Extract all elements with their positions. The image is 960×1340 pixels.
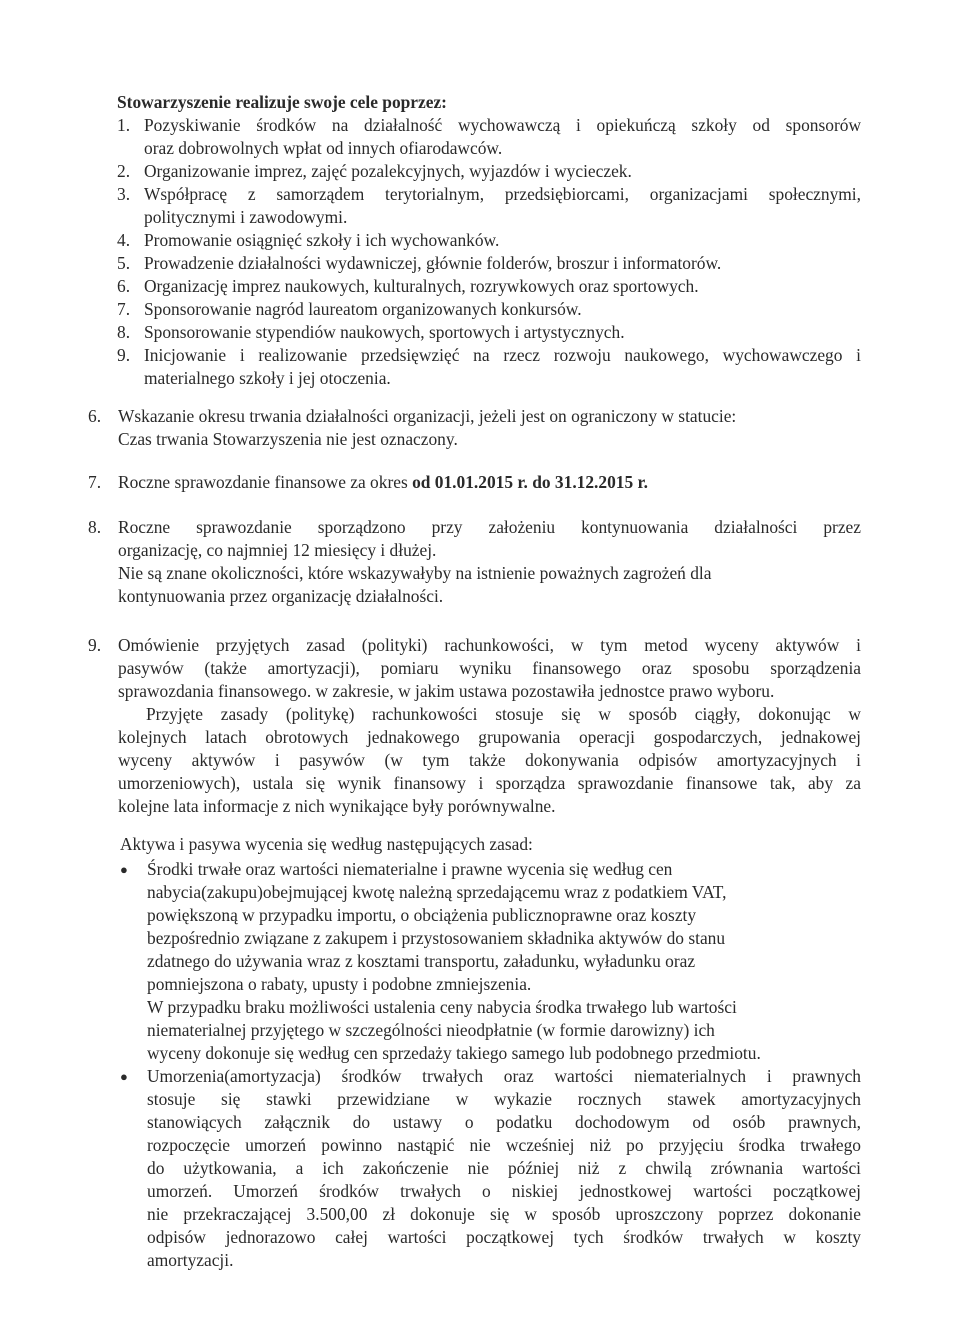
section-line: Przyjęte zasady (politykę) rachunkowości stosuje się w sposób ciągły, dokonując w bbox=[146, 704, 861, 724]
bullet-line: Umorzenia(amortyzacja) środków trwałych oraz wartości niematerialnych i prawnych bbox=[147, 1066, 861, 1086]
section-line: kolejnych latach obrotowych jednakowego grupowania operacji gospodarczych, jednakowej bbox=[118, 727, 861, 747]
bullet-line: odpisów jednorazowo całej wartości początkowej tych środków trwałych w koszty bbox=[147, 1227, 861, 1247]
section-line: organizację, co najmniej 12 miesięcy i dłużej. bbox=[118, 540, 437, 560]
goal-line: materialnego szkoły i jej otoczenia. bbox=[144, 368, 391, 388]
goal-line: Prowadzenie działalności wydawniczej, głównie folderów, broszur i informatorów. bbox=[144, 253, 722, 273]
bullet-line: powiększoną w przypadku importu, o obciążenia publicznoprawne oraz koszty bbox=[147, 905, 697, 925]
goal-item-2 bbox=[117, 160, 861, 183]
section-line: wyceny aktywów i pasywów (w tym także dokonywania odpisów amortyzacyjnych i bbox=[118, 750, 861, 770]
bullet-item-1 bbox=[120, 858, 861, 1065]
section-9 bbox=[88, 634, 861, 818]
goal-number: 3. bbox=[117, 184, 131, 204]
section-number: 9. bbox=[88, 635, 102, 655]
section-number: 8. bbox=[88, 517, 102, 537]
goal-number: 7. bbox=[117, 299, 131, 319]
section-6 bbox=[88, 405, 861, 451]
goal-line: Sponsorowanie stypendiów naukowych, sportowych i artystycznych. bbox=[144, 322, 625, 342]
goals-section bbox=[117, 91, 861, 390]
goal-line: Organizację imprez naukowych, kulturalnych, rozrywkowych oraz sportowych. bbox=[144, 276, 699, 296]
bullet-line: wyceny dokonuje się według cen sprzedaży takiego samego lub podobnego przedmiotu. bbox=[147, 1043, 761, 1063]
section-number: 7. bbox=[88, 472, 102, 492]
section-line: Nie są znane okoliczności, które wskazywałyby na istnienie poważnych zagrożeń dla bbox=[118, 563, 712, 583]
goal-line: Współpracę z samorządem terytorialnym, przedsiębiorcami, organizacjami społecznymi, bbox=[144, 184, 861, 204]
bullet-icon: ● bbox=[120, 1069, 128, 1084]
section-line: Czas trwania Stowarzyszenia nie jest oznaczony. bbox=[118, 429, 458, 449]
bullet-line: pomniejszona o rabaty, upusty i podobne zmniejszenia. bbox=[147, 974, 532, 994]
section-line: pasywów (także amortyzacji), pomiaru wyniku finansowego oraz sposobu sporządzenia bbox=[118, 658, 861, 678]
bullet-line: stanowiących załącznik do ustawy o podatku dochodowym od osób prawnych, bbox=[147, 1112, 861, 1132]
goals-title: Stowarzyszenie realizuje swoje cele poprzez: bbox=[117, 92, 447, 112]
goal-line: oraz dobrowolnych wpłat od innych ofiarodawców. bbox=[144, 138, 503, 158]
bullet-line: nabycia(zakupu)obejmującej kwotę należną sprzedającemu wraz z podatkiem VAT, bbox=[147, 882, 727, 902]
bullet-line: zdatnego do używania wraz z kosztami transportu, załadunku, wyładunku oraz bbox=[147, 951, 696, 971]
goal-line: Organizowanie imprez, zajęć pozalekcyjnych, wyjazdów i wycieczek. bbox=[144, 161, 632, 181]
valuation-intro: Aktywa i pasywa wycenia się według następujących zasad: bbox=[120, 834, 533, 854]
section-line: sprawozdania finansowego. w zakresie, w jakim ustawa pozostawiła jednostce prawo wyboru. bbox=[118, 681, 775, 701]
valuation-section bbox=[120, 833, 861, 1272]
section-line: Wskazanie okresu trwania działalności organizacji, jeżeli jest on ograniczony w statucie: bbox=[118, 406, 737, 426]
goal-item-9 bbox=[117, 344, 861, 390]
goal-number: 2. bbox=[117, 161, 131, 181]
section-line: Roczne sprawozdanie sporządzono przy założeniu kontynuowania działalności przez bbox=[118, 517, 861, 537]
goal-item-6 bbox=[117, 275, 861, 298]
section-number: 6. bbox=[88, 406, 102, 426]
goal-number: 1. bbox=[117, 115, 131, 135]
goal-line: Sponsorowanie nagród laureatom organizowanych konkursów. bbox=[144, 299, 582, 319]
section-line: Omówienie przyjętych zasad (polityki) rachunkowości, w tym metod wyceny aktywów i bbox=[118, 635, 861, 655]
bullet-line: niematerialnej przyjętego w szczególności nieodpłatnie (w formie darowizny) ich bbox=[147, 1020, 715, 1040]
bullet-item-2 bbox=[120, 1065, 861, 1272]
section-7 bbox=[88, 471, 861, 494]
bullet-line: do użytkowania, a ich zakończenie nie później niż z chwilą zrównania wartości bbox=[147, 1158, 861, 1178]
bullet-line: Środki trwałe oraz wartości niematerialne i prawne wycenia się według cen bbox=[147, 859, 673, 879]
bullet-line: umorzeń. Umorzeń środków trwałych o niskiej jednostkowej wartości początkowej bbox=[147, 1181, 861, 1201]
goal-item-8 bbox=[117, 321, 861, 344]
bullet-icon: ● bbox=[120, 862, 128, 877]
goal-line: Inicjowanie i realizowanie przedsięwzięć na rzecz rozwoju naukowego, wychowawczego i bbox=[144, 345, 861, 365]
goal-item-3 bbox=[117, 183, 861, 229]
goal-line: Promowanie osiągnięć szkoły i ich wychowanków. bbox=[144, 230, 500, 250]
goal-number: 4. bbox=[117, 230, 131, 250]
goal-line: Pozyskiwanie środków na działalność wychowawczą i opiekuńczą szkoły od sponsorów bbox=[144, 115, 861, 135]
goal-item-7 bbox=[117, 298, 861, 321]
goal-number: 9. bbox=[117, 345, 131, 365]
section-8 bbox=[88, 516, 861, 608]
section-line: kolejne lata informacje z nich wynikające były porównywalne. bbox=[118, 796, 556, 816]
goal-item-5 bbox=[117, 252, 861, 275]
bullet-line: bezpośrednio związane z zakupem i przystosowaniem składnika aktywów do stanu bbox=[147, 928, 726, 948]
bullet-line: nie przekraczającej 3.500,00 zł dokonuje się w sposób uproszczony poprzez dokonanie bbox=[147, 1204, 861, 1224]
goal-number: 8. bbox=[117, 322, 131, 342]
section-line: umorzeniowych), ustala się wynik finansowy i sporządza sprawozdanie finansowe tak, aby za bbox=[118, 773, 861, 793]
goal-number: 5. bbox=[117, 253, 131, 273]
bullet-line: stosuje się stawki przewidziane w wykazie rocznych stawek amortyzacyjnych bbox=[147, 1089, 861, 1109]
goal-item-1 bbox=[117, 114, 861, 160]
section-line: Roczne sprawozdanie finansowe za okres bbox=[118, 472, 413, 492]
goal-number: 6. bbox=[117, 276, 131, 296]
goal-item-4 bbox=[117, 229, 861, 252]
bullet-line: amortyzacji. bbox=[147, 1250, 234, 1270]
section-line: kontynuowania przez organizację działalności. bbox=[118, 586, 444, 606]
bullet-line: W przypadku braku możliwości ustalenia ceny nabycia środka trwałego lub wartości bbox=[147, 997, 737, 1017]
report-period: od 01.01.2015 r. do 31.12.2015 r. bbox=[412, 472, 649, 492]
bullet-line: rozpoczęcie umorzeń powinno nastąpić nie wcześniej niż po przyjęciu środka trwałego bbox=[147, 1135, 861, 1155]
goal-line: politycznymi i zawodowymi. bbox=[144, 207, 348, 227]
